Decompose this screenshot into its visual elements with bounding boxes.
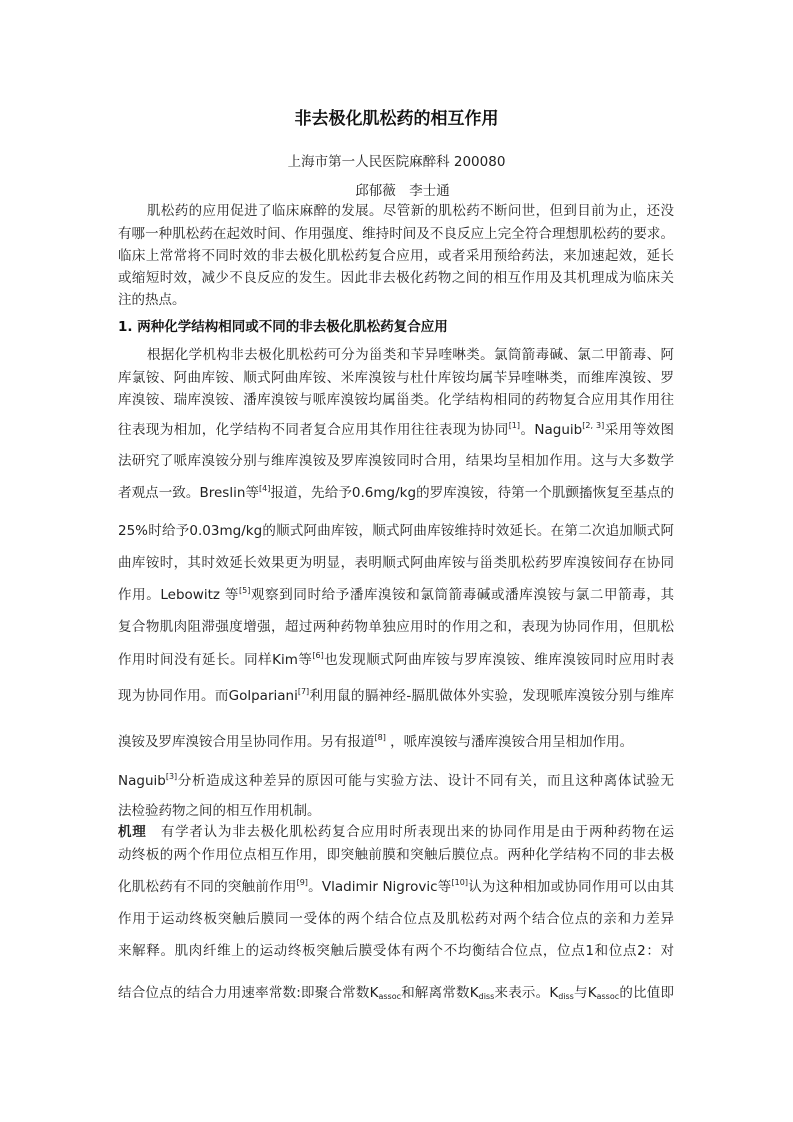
text-segment: 报道，先给予0.6mg/kg的罗库溴铵，待第一个肌颤搐恢复至基点的	[270, 485, 674, 501]
affiliation: 上海市第一人民医院麻醉科 200080	[287, 154, 506, 170]
page-title: 非去极化肌松药的相互作用	[294, 109, 499, 129]
text-segment: 者观点一致。Breslin等	[118, 485, 260, 501]
text-segment: 来表示。K	[494, 985, 559, 1001]
text-segment: 有学者认为非去极化肌松药复合应用时所表现出来的协同作用是由于两种药物在运	[146, 824, 675, 840]
section-heading	[118, 318, 674, 336]
text-line	[118, 484, 674, 502]
text-segment: 现为协同作用。而Golpariani	[118, 688, 298, 704]
text-line	[118, 802, 674, 820]
citation-ref: [6]	[312, 651, 324, 660]
citation-ref: [4]	[259, 484, 271, 493]
citation-ref: [2, 3]	[582, 421, 605, 430]
text-segment: 。Vladimir Nigrovic等	[307, 879, 452, 895]
text-segment: 动终板的两个作用位点相互作用，即突触前膜和突触后膜位点。两种化学结构不同的非去极	[118, 847, 674, 863]
text-line	[118, 225, 674, 243]
authors: 邱郁薇 李士通	[355, 183, 450, 199]
text-line	[118, 421, 674, 439]
text-segment: 根据化学机构非去极化肌松药可分为甾类和苄异喹啉类。氯筒箭毒碱、氯二甲箭毒、阿	[147, 347, 674, 363]
text-segment: 溴铵及罗库溴铵合用呈协同作用。另有报道	[118, 734, 375, 750]
subscript: diss	[478, 992, 495, 1001]
citation-ref: [9]	[296, 878, 308, 887]
text-segment: 往表现为相加，化学结构不同者复合应用其作用往往表现为协同	[118, 422, 509, 438]
text-segment: 有哪一种肌松药在起效时间、作用强度、维持时间及不良反应上完全符合理想肌松药的要求。	[118, 226, 674, 242]
text-segment: 和解离常数K	[400, 985, 479, 1001]
text-line	[147, 346, 674, 364]
text-segment: 法检验药物之间的相互作用机制。	[118, 803, 321, 819]
text-line	[118, 586, 674, 604]
text-line	[118, 554, 674, 572]
citation-ref: [10]	[451, 878, 468, 887]
text-line	[118, 733, 674, 751]
bold-label: 机理	[118, 824, 147, 840]
text-segment: 分析造成这种差异的原因可能与实验方法、设计不同有关，而且这种离体试验无	[177, 773, 674, 789]
text-segment: 库氯铵、阿曲库铵、顺式阿曲库铵、米库溴铵与杜什库铵均属苄异喹啉类，而维库溴铵、罗	[118, 370, 674, 386]
text-segment: 观察到同时给予潘库溴铵和氯筒箭毒碱或潘库溴铵与氯二甲箭毒，其	[250, 587, 674, 603]
citation-ref: [5]	[239, 586, 251, 595]
citation-ref: [3]	[165, 772, 178, 781]
text-segment: 作用于运动终板突触后膜同一受体的两个结合位点及肌松药对两个结合位点的亲和力差异	[118, 911, 674, 927]
text-segment: 库溴铵、瑞库溴铵、潘库溴铵与哌库溴铵均属甾类。化学结构相同的药物复合应用其作用往	[118, 392, 674, 408]
citation-ref: [8]	[374, 733, 386, 742]
text-line	[118, 618, 674, 636]
text-segment: 来解释。肌肉纤维上的运动终板突触后膜受体有两个不均衡结合位点，位点1和位点2：对	[118, 943, 674, 959]
text-line	[118, 910, 674, 928]
text-line	[118, 247, 674, 265]
text-segment: 1. 两种化学结构相同或不同的非去极化肌松药复合应用	[118, 319, 448, 335]
subscript: diss	[558, 992, 574, 1001]
text-segment: 法研究了哌库溴铵分别与维库溴铵及罗库溴铵同时合用，结果均呈相加作用。这与大多数学	[118, 453, 674, 469]
text-segment: 注的热点。	[118, 292, 186, 308]
text-line	[118, 391, 674, 409]
text-line	[118, 369, 674, 387]
text-line	[118, 846, 674, 864]
text-line	[118, 984, 674, 1002]
text-segment: 化肌松药有不同的突触前作用	[118, 879, 297, 895]
text-line	[118, 452, 674, 470]
subscript: assoc	[378, 992, 401, 1001]
text-line	[118, 522, 674, 540]
text-segment: 的比值即	[619, 985, 674, 1001]
text-line	[118, 878, 674, 896]
citation-ref: [1]	[508, 421, 521, 430]
text-segment: 作用时间没有延长。同样Kim等	[118, 652, 313, 668]
text-line	[118, 291, 674, 309]
text-segment: 作用。Lebowitz 等	[118, 587, 239, 603]
text-segment: 肌松药的应用促进了临床麻醉的发展。尽管新的肌松药不断问世，但到目前为止，还没	[147, 203, 674, 219]
text-line	[118, 772, 674, 790]
text-line	[147, 202, 674, 220]
text-segment: 采用等效图	[604, 422, 674, 438]
text-segment: 。Naguib	[520, 422, 583, 438]
subscript: assoc	[596, 992, 620, 1001]
text-segment: 或缩短时效，减少不良反应的发生。因此非去极化药物之间的相互作用及其机理成为临床关	[118, 270, 674, 286]
text-segment: 复合物肌肉阻滞强度增强，超过两种药物单独应用时的作用之和，表现为协同作用，但肌松	[118, 619, 674, 635]
text-line	[118, 823, 674, 841]
text-line	[118, 651, 674, 669]
text-segment: 25%时给予0.03mg/kg的顺式阿曲库铵，顺式阿曲库铵维持时效延长。在第二次追加顺式阿	[118, 523, 674, 539]
text-segment: 认为这种相加或协同作用可以由其	[467, 879, 675, 895]
text-line	[118, 942, 674, 960]
text-segment: 与K	[573, 985, 597, 1001]
text-segment: 曲库铵时，其时效延长效果更为明显，表明顺式阿曲库铵与甾类肌松药罗库溴铵间存在协同	[118, 555, 674, 571]
text-segment: 结合位点的结合力用速率常数:即聚合常数K	[118, 985, 379, 1001]
text-line	[118, 687, 674, 705]
text-segment: 利用鼠的膈神经-膈肌做体外实验，发现哌库溴铵分别与维库	[309, 688, 674, 704]
text-segment: 临床上常常将不同时效的非去极化肌松药复合应用，或者采用预给药法，来加速起效，延长	[118, 248, 674, 264]
text-segment: 也发现顺式阿曲库铵与罗库溴铵、维库溴铵同时应用时表	[323, 652, 674, 668]
citation-ref: [7]	[297, 687, 310, 696]
text-segment: Naguib	[118, 773, 166, 789]
text-segment: ，哌库溴铵与潘库溴铵合用呈相加作用。	[385, 734, 634, 750]
text-line	[118, 269, 674, 287]
